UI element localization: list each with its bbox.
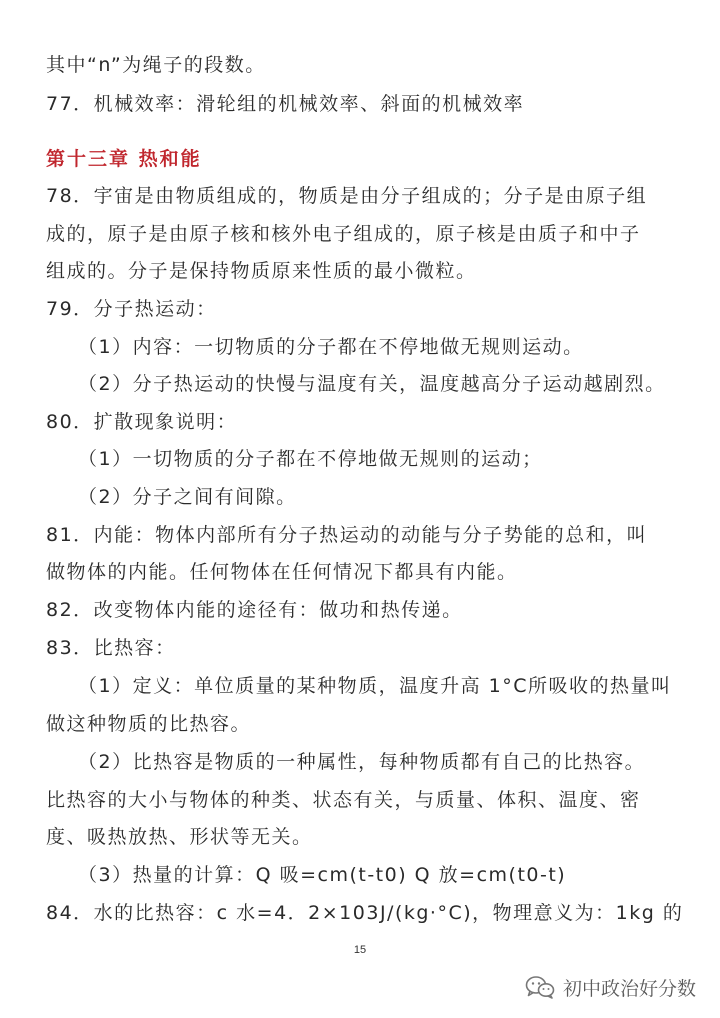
text-line-n-segments: 其中“n”为绳子的段数。: [46, 54, 266, 76]
watermark: [525, 973, 696, 1001]
item-83-property-line-3: 度、吸热放热、形状等无关。: [46, 826, 313, 848]
item-83-definition-line-2: 做这种物质的比热容。: [46, 713, 252, 735]
item-83-property-line-2: 比热容的大小与物体的种类、状态有关，与质量、体积、温度、密: [46, 789, 641, 811]
item-81-line-1: 81．内能：物体内部所有分子热运动的动能与分子势能的总和，叫: [46, 524, 648, 546]
item-80-point-2: （2）分子之间有间隙。: [78, 486, 297, 508]
item-78-line-3: 组成的。分子是保持物质原来性质的最小微粒。: [46, 260, 477, 282]
watermark-text: 初中政治好分数: [562, 977, 696, 1000]
wechat-icon: [525, 975, 555, 999]
page-number: 15: [353, 944, 367, 956]
item-78-line-1: 78．宇宙是由物质组成的，物质是由分子组成的；分子是由原子组: [46, 185, 648, 207]
item-79-heading: 79．分子热运动：: [46, 298, 217, 320]
chapter-13-heading: 第十三章 热和能: [46, 148, 202, 170]
item-79-point-2: （2）分子热运动的快慢与温度有关，温度越高分子运动越剧烈。: [78, 373, 666, 395]
item-80-heading: 80．扩散现象说明：: [46, 411, 238, 433]
item-82: 82．改变物体内能的途径有：做功和热传递。: [46, 599, 463, 621]
item-80-point-1: （1）一切物质的分子都在不停地做无规则的运动；: [78, 448, 543, 470]
item-78-line-2: 成的，原子是由原子核和核外电子组成的，原子核是由质子和中子: [46, 223, 641, 245]
item-83-heading: 83．比热容：: [46, 637, 176, 659]
item-79-point-1: （1）内容：一切物质的分子都在不停地做无规则运动。: [78, 336, 584, 358]
item-83-definition-line-1: （1）定义：单位质量的某种物质，温度升高 1°C所吸收的热量叫: [78, 675, 672, 697]
item-83-heat-formula: （3）热量的计算：Q 吸=cm(t-t0) Q 放=cm(t0-t): [78, 864, 567, 886]
item-77-mechanical-efficiency: 77．机械效率：滑轮组的机械效率、斜面的机械效率: [46, 93, 525, 115]
item-81-line-2: 做物体的内能。任何物体在任何情况下都具有内能。: [46, 561, 518, 583]
item-83-property-line-1: （2）比热容是物质的一种属性，每种物质都有自己的比热容。: [78, 751, 646, 773]
item-84-water-specific-heat: 84．水的比热容：c 水=4．2×103J/(kg·°C)，物理意义为：1kg 的: [46, 902, 684, 924]
